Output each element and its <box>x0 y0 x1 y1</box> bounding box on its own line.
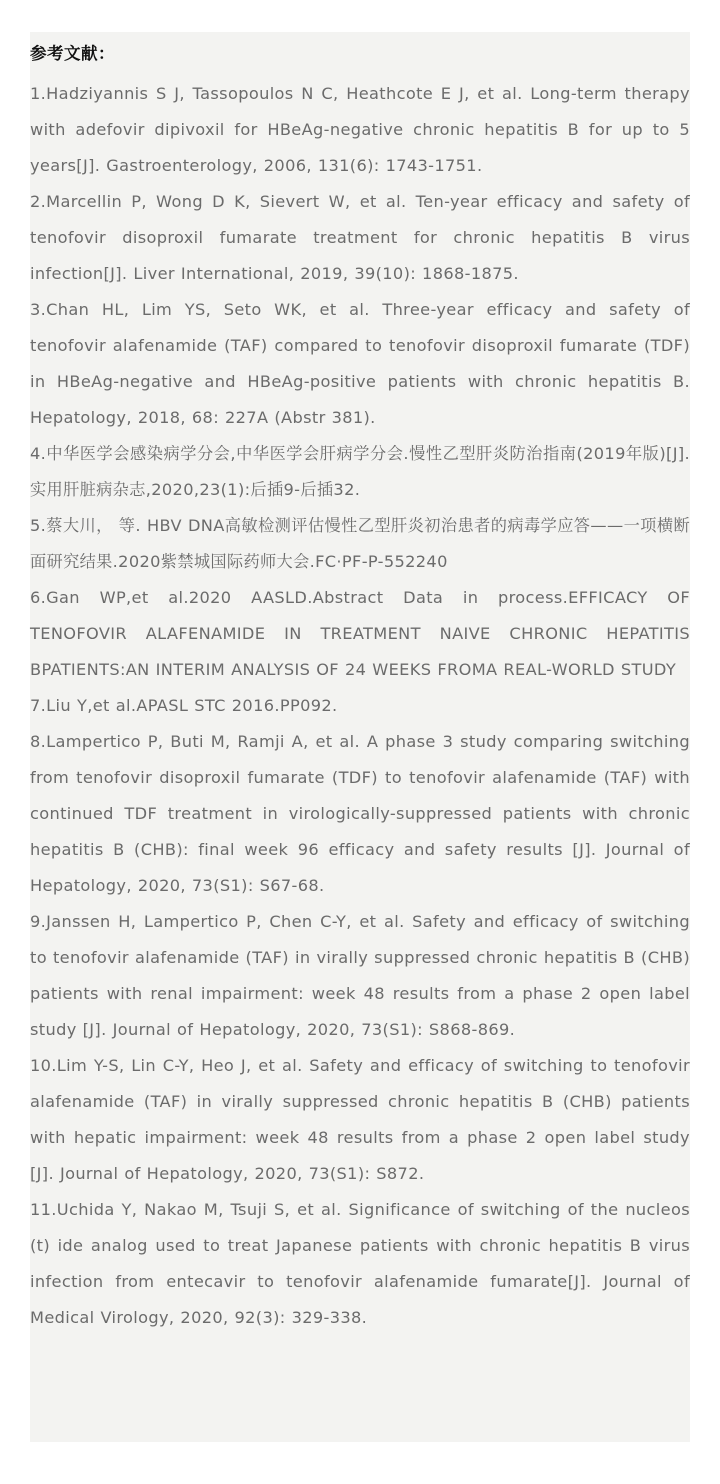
reference-item-6: 6.Gan WP,et al.2020 AASLD.Abstract Data in process.EFFICACY OF TENOFOVIR ALAFENAMIDE IN TREATMENT NAIVE CHRONIC HEPATITIS BPATIENTS:AN INTERIM ANALYSIS OF 24 WEEKS FROMA REAL-WORLD STUDY <box>30 588 690 679</box>
reference-item-2: 2.Marcellin P, Wong D K, Sievert W, et al. Ten-year efficacy and safety of tenofovir disoproxil fumarate treatment for chronic hepatitis B virus infection[J]. Liver International, 2019, 39(10): 1868-1875. <box>30 192 690 283</box>
reference-item-1: 1.Hadziyannis S J, Tassopoulos N C, Heathcote E J, et al. Long-term therapy with adefovir dipivoxil for HBeAg-negative chronic hepatitis B for up to 5 years[J]. Gastroenterology, 2006, 131(6): 1743-1751. <box>30 84 690 175</box>
references-heading: 参考文献： <box>30 44 115 63</box>
references-panel <box>30 32 690 1442</box>
reference-item-10: 10.Lim Y-S, Lin C-Y, Heo J, et al. Safety and efficacy of switching to tenofovir alafenamide (TAF) in virally suppressed chronic hepatitis B (CHB) patients with hepatic impairment: week 48 results from a phase 2 open label study [J]. Journal of Hepatology, 2020, 73(S1): S872. <box>30 1056 690 1183</box>
reference-item-8: 8.Lampertico P, Buti M, Ramji A, et al. A phase 3 study comparing switching from tenofovir disoproxil fumarate (TDF) to tenofovir alafenamide (TAF) with continued TDF treatment in virologically-suppressed patients with chronic hepatitis B (CHB): final week 96 efficacy and safety results [J]. Journal of Hepatology, 2020, 73(S1): S67-68. <box>30 732 690 895</box>
reference-list <box>30 76 690 1336</box>
reference-item-9: 9.Janssen H, Lampertico P, Chen C-Y, et al. Safety and efficacy of switching to tenofovir alafenamide (TAF) in virally suppressed chronic hepatitis B (CHB) patients with renal impairment: week 48 results from a phase 2 open label study [J]. Journal of Hepatology, 2020, 73(S1): S868-869. <box>30 912 690 1039</box>
reference-item-4: 4.中华医学会感染病学分会,中华医学会肝病学分会.慢性乙型肝炎防治指南(2019年版)[J].实用肝脏病杂志,2020,23(1):后插9-后插32. <box>30 444 690 499</box>
reference-item-7: 7.Liu Y,et al.APASL STC 2016.PP092. <box>30 696 338 715</box>
reference-item-5: 5.蔡大川， 等. HBV DNA高敏检测评估慢性乙型肝炎初治患者的病毒学应答——一项横断面研究结果.2020紫禁城国际药师大会.FC·PF-P-552240 <box>30 516 690 571</box>
reference-item-11: 11.Uchida Y, Nakao M, Tsuji S, et al. Significance of switching of the nucleos (t) ide analog used to treat Japanese patients with chronic hepatitis B virus infection from entecavir to tenofovir alafenamide fumarate[J]. Journal of Medical Virology, 2020, 92(3): 329-338. <box>30 1200 690 1327</box>
reference-item-3: 3.Chan HL, Lim YS, Seto WK, et al. Three-year efficacy and safety of tenofovir alafenamide (TAF) compared to tenofovir disoproxil fumarate (TDF) in HBeAg-negative and HBeAg-positive patients with chronic hepatitis B. Hepatology, 2018, 68: 227A (Abstr 381). <box>30 300 690 427</box>
